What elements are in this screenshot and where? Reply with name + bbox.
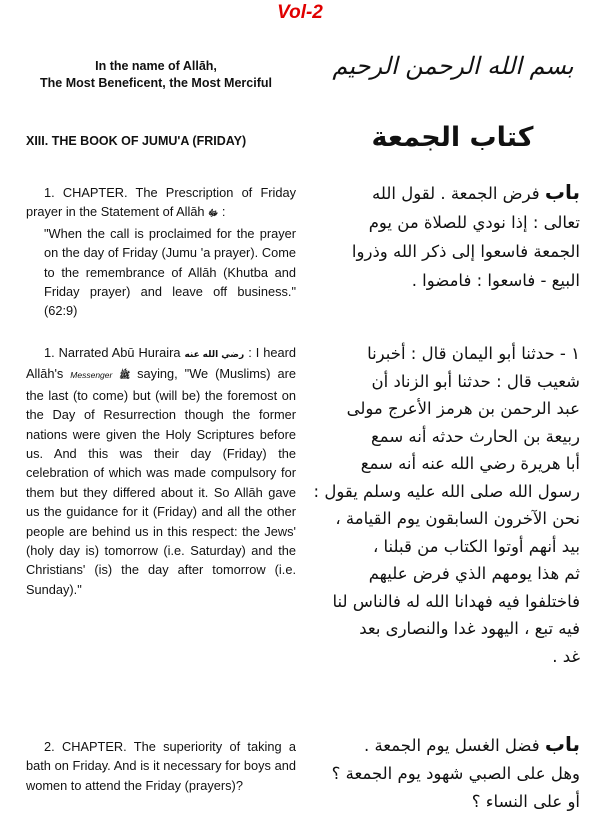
chapter-1-quote: "When the call is proclaimed for the prayer on the day of Friday (Jumu 'a prayer). Come to the remembrance of Allāh (Khutba and Friday prayer) and leave off business." (62:9) — [44, 225, 296, 319]
hadith-1-english — [26, 343, 296, 599]
hadith-1-narrator: 1. Narrated Abū Huraira — [44, 345, 181, 360]
chapter-2-english — [26, 737, 296, 795]
arabic-line — [305, 178, 580, 208]
chapter-1-heading: 1. CHAPTER. The Prescription of Friday prayer in the Statement of Allāh — [26, 185, 296, 220]
arabic-line: وهل على الصبي شهود يوم الجمعة ؟ — [331, 764, 580, 783]
arabic-text: فضل الغسل يوم الجمعة . — [363, 736, 540, 755]
arabic-line: رسول الله صلى الله عليه وسلم يقول : — [313, 481, 580, 501]
honorific-mark: ﷻ — [208, 208, 219, 219]
arabic-line — [305, 730, 580, 760]
bab-heading: باب — [544, 180, 580, 204]
hadith-1-text: saying, "We (Muslims) are the last (to come) but (will be) the foremost on the Day of Resurrection though the former nations were given the Holy Scriptures before us. And this was their day (Friday) the celebration of which was made compulsory for them but they differed about it. So Allāh gave us the guidance for it (Friday) and all the other people are behind us in this respect: the Jews' (holy day is) tomorrow (i.e. Saturday) and the Christians' (is) the day after tomorrow (i.e. Sunday)." — [26, 366, 297, 597]
arabic-line: غد . — [552, 646, 580, 666]
arabic-line: بيد أنهم أوتوا الكتاب من قبلنا ، — [372, 536, 580, 556]
bab-heading: باب — [544, 732, 580, 756]
arabic-line: ١ - حدثنا أبو اليمان قال : أخبرنا — [367, 344, 580, 363]
chapter-2-heading: 2. CHAPTER. The superiority of taking a bath on Friday. And is it necessary for boys and women to attend the Friday (prayers)? — [26, 739, 296, 793]
arabic-line: أبا هريرة رضي الله عنه أنه سمع — [360, 454, 580, 473]
hadith-1-intro: : I heard Allāh's — [26, 345, 297, 382]
arabic-line: البيع - فاسعوا : فامضوا . — [411, 271, 580, 290]
arabic-text: فرض الجمعة . لقول الله — [372, 184, 540, 203]
chapter-1-colon: : — [221, 204, 226, 220]
arabic-line: فيه تبع ، اليهود غدا والنصارى بعد — [359, 619, 580, 638]
arabic-line: تعالى : إذا نودي للصلاة من يوم — [368, 213, 580, 232]
chapter-1-english — [26, 183, 296, 321]
book-title: XIII. THE BOOK OF JUMU'A (FRIDAY) — [26, 134, 247, 148]
arabic-line: عبد الرحمن بن هرمز الأعرج مولى — [346, 399, 580, 418]
hadith-1-arabic — [305, 340, 580, 670]
bismillah-arabic-calligraphy: بسم الله الرحمن الرحيم — [332, 52, 574, 80]
honorific-mark: رضي الله عنه — [184, 349, 245, 359]
arabic-line: الجمعة فاسعوا إلى ذكر الله وذروا — [351, 242, 580, 261]
arabic-line: شعيب قال : حدثنا أبو الزناد أن — [371, 371, 580, 391]
volume-label: Vol-2 — [277, 2, 323, 23]
chapter-2-arabic — [305, 730, 580, 816]
bismillah-english — [26, 58, 286, 92]
arabic-line: أو على النساء ؟ — [471, 792, 580, 811]
messenger-label: Messenger — [70, 370, 113, 381]
arabic-line: ربيعة بن الحارث حدثه أنه سمع — [371, 426, 580, 446]
arabic-line: فاختلفوا فيه فهدانا الله له فالناس لنا — [332, 591, 580, 611]
book-title-arabic: كتاب الجمعة — [371, 122, 534, 153]
bismillah-line-1: In the name of Allāh, — [95, 59, 217, 73]
honorific-mark: ﷺ — [119, 370, 131, 381]
chapter-1-arabic — [305, 178, 580, 295]
arabic-line: نحن الآخرون السابقون يوم القيامة ، — [335, 509, 580, 528]
arabic-line: ثم هذا يومهم الذي فرض عليهم — [368, 564, 580, 583]
bismillah-line-2: The Most Beneficent, the Most Merciful — [40, 76, 272, 90]
